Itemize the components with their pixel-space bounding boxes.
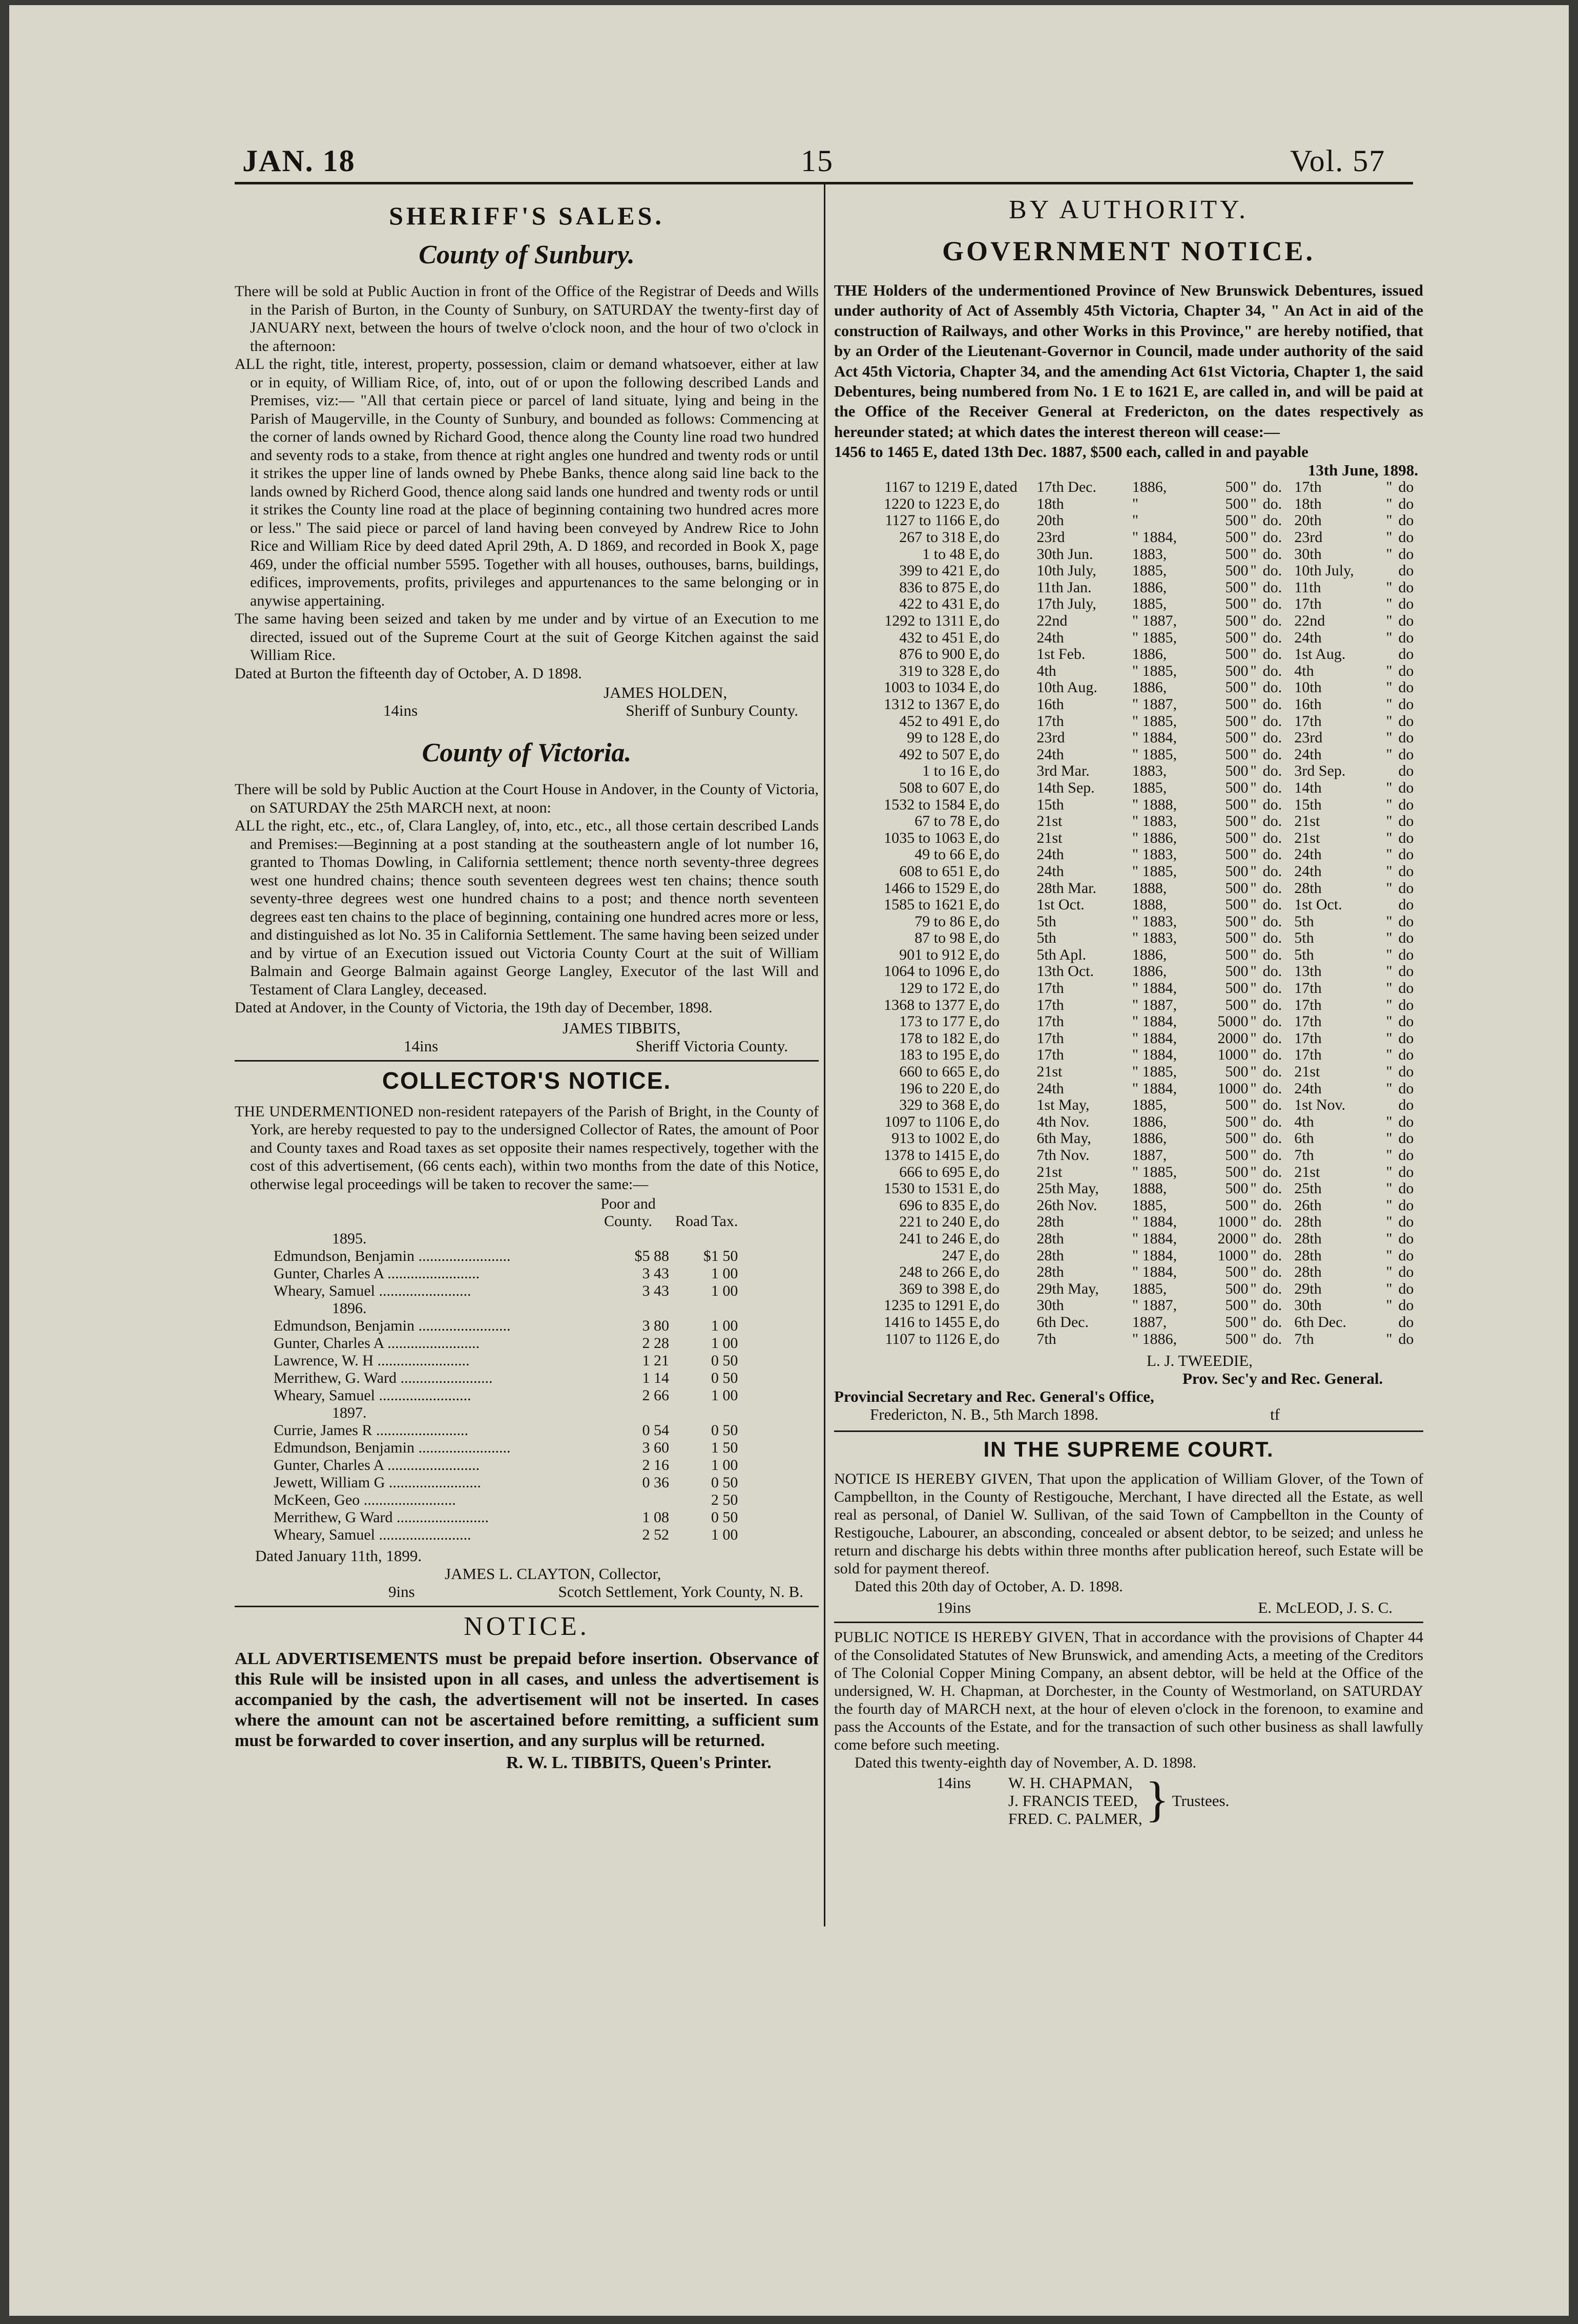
table-row: Jewett, William G ........................ 0 36 0 50 [274,1474,738,1491]
government-notice-text: THE Holders of the undermentioned Province of New Brunswick Debentures, issued under authority of Act of Assembly 45th Victoria, Chapter 34, " An Act in aid of the construction of Railways, and other Works in this Province," are hereby notified, that by an Order of the Lieutenant-Governor in Council, made under authority of the said Act 45th Victoria, Chapter 34, and the amending Act 61st Victoria, Chapter 1, the said Debentures, being numbered from No. 1 E to 1621 E, are called in, and will be paid at the Office of the Receiver General at Fredericton, on the dates respectively as hereunder stated; at which dates the interest thereon will cease:— [834,281,1423,441]
table-row: 1220 to 1223 E, do 18th " 500 " do. 18th " do [884,495,1414,512]
victoria-dated: Dated at Andover, in the County of Victoria, the 19th day of December, 1898. [235,999,713,1016]
table-row: 422 to 431 E, do 17th July, 1885, 500 " do. 17th " do [899,595,1414,613]
sheriff-sales-title: SHERIFF'S SALES. [389,201,665,230]
government-office: Provincial Secretary and Rec. General's Office, [834,1387,1154,1406]
volume-number: Vol. 57 [1290,144,1386,178]
government-line-1: 1456 to 1465 E, dated 13th Dec. 1887, $500 each, called in and payable [834,443,1309,461]
table-row: 901 to 912 E, do 5th Apl. 1886, 500 " do. 5th " do [899,946,1414,963]
supreme-rule [834,1430,1423,1432]
tweedie-name: L. J. TWEEDIE, [1147,1352,1253,1370]
table-row: Gunter, Charles A ........................ 2 28 1 00 [274,1335,738,1352]
government-tf: tf [1270,1405,1280,1424]
collector-rule [235,1060,819,1062]
table-row: Merrithew, G. Ward ........................ 1 14 0 50 [274,1370,738,1386]
table-row: 1466 to 1529 E, do 28th Mar. 1888, 500 " do. 28th " do [884,879,1414,897]
victoria-heading: County of Victoria. [422,738,632,767]
table-row: 1312 to 1367 E, do 16th " 1887, 500 " do. 16th " do [884,695,1414,713]
table-row: 241 to 246 E, do 28th " 1884, 2000 " do. 28th " do [899,1230,1414,1247]
table-row: 49 to 66 E, do 24th " 1883, 500 " do. 24th " do [915,846,1414,863]
table-row: 1416 to 1455 E, do 6th Dec. 1887, 500 " do. 6th Dec. do [884,1313,1414,1331]
victoria-paragraph-2: ALL the right, etc., etc., of, Clara Langley, of, into, etc., etc., all those certain described Lands and Premises:—Beginning at a post standing at the southeastern angle of lot number 16, granted to Thomas Dowling, in California settlement; thence north seventy-three degrees west one hundred chains; thence south seventeen degrees west ten chains; thence south seventy-three degrees west one hundred chains to a post; and thence north seventeen degrees east ten chains to the place of beginning, containing one hundred acres more or less, and distinguished as lot No. 35 in California Settlement. The same having been seized under and by virtue of an Execution issued out Victoria County Court at the suit of William Balmain and George Balmain against George Langley, Executor of the last Will and Testament of Clara Langley, deceased. [235,817,819,998]
issue-date: JAN. 18 [242,144,356,178]
table-row: 1167 to 1219 E, dated 17th Dec. 1886, 500 " do. 17th " do [884,479,1414,496]
table-row: 399 to 421 E, do 10th July, 1885, 500 " do. 10th July, do [899,562,1414,579]
page-number: 15 [801,144,834,178]
table-row: 1097 to 1106 E, do 4th Nov. 1886, 500 " do. 4th " do [884,1113,1414,1130]
public-notice [834,1628,1423,1772]
collector-dated: Dated January 11th, 1899. [255,1547,422,1565]
sunbury-sheriff-name: JAMES HOLDEN, [604,683,728,701]
collector-place: Scotch Settlement, York County, N. B. [558,1583,803,1601]
notice-title: NOTICE. [464,1612,590,1641]
table-row: 1378 to 1415 E, do 7th Nov. 1887, 500 " do. 7th " do [884,1147,1414,1164]
supreme-court-signature [834,1599,1423,1616]
table-row: 1292 to 1311 E, do 22nd " 1887, 500 " do. 22nd " do [884,612,1414,629]
queens-printer-signature: R. W. L. TIBBITS, Queen's Printer. [506,1753,772,1772]
table-row: 173 to 177 E, do 17th " 1884, 5000 " do. 17th " do [899,1013,1414,1030]
collector-name: JAMES L. CLAYTON, Collector, [445,1565,661,1583]
advertisements-notice: ALL ADVERTISEMENTS must be prepaid before insertion. Observance of this Rule will be insisted upon in all cases, and unless the advertisement is accompanied by the cash, the advertisement will not be inserted. In cases where the amount can not be ascertained before remitting, a sufficient sum must be forwarded to cover insertion, and any surplus will be returned. [235,1649,819,1750]
supreme-court-dated: Dated this 20th day of October, A. D. 1898. [855,1578,1123,1595]
year-1896: 1896. [332,1300,367,1317]
table-row: 99 to 128 E, do 23rd " 1884, 500 " do. 23rd " do [907,729,1414,746]
table-row: 319 to 328 E, do 4th " 1885, 500 " do. 4th " do [899,662,1414,679]
government-place-date: Fredericton, N. B., 5th March 1898. [870,1405,1098,1424]
table-row: 836 to 875 E, do 11th Jan. 1886, 500 " do. 11th " do [899,578,1414,596]
table-row: 329 to 368 E, do 1st May, 1885, 500 " do. 1st Nov. do [899,1096,1414,1114]
table-row: 1585 to 1621 E, do 1st Oct. 1888, 500 " do. 1st Oct. do [884,896,1414,914]
table-row: Currie, James R ........................ 0 54 0 50 [274,1422,738,1439]
table-row: 248 to 266 E, do 28th " 1884, 500 " do. 28th " do [899,1263,1414,1281]
collector-table [271,1195,741,1544]
table-row: 660 to 665 E, do 21st " 1885, 500 " do. 21st " do [899,1063,1414,1081]
table-row: Merrithew, G Ward ........................ 1 08 0 50 [274,1509,738,1526]
victoria-notice [235,780,819,1017]
victoria-signature [235,1019,819,1055]
by-authority: BY AUTHORITY. [1008,195,1249,224]
public-notice-text: PUBLIC NOTICE IS HEREBY GIVEN, That in accordance with the provisions of Chapter 44 of the Consolidated Statutes of New Brunswick, and amending Acts, a meeting of the Creditors of The Colonial Copper Mining Company, an absent debtor, will be held at the Office of the undersigned, W. H. Chapman, at Dorchester, in the County of Westmorland, on SATURDAY the fourth day of MARCH next, at the hour of eleven o'clock in the forenoon, to examine and pass the Accounts of the Estate, and for the transaction of such other business as shall lawfully come before such meeting. [834,1629,1423,1754]
tweedie-title: Prov. Sec'y and Rec. General. [1182,1370,1383,1388]
table-row: 1127 to 1166 E, do 20th " 500 " do. 20th " do [885,512,1414,529]
table-row: 1035 to 1063 E, do 21st " 1886, 500 " do. 21st " do [884,829,1414,846]
sunbury-heading: County of Sunbury. [419,240,635,269]
table-row: 267 to 318 E, do 23rd " 1884, 500 " do. 23rd " do [899,529,1414,546]
table-row: Wheary, Samuel ........................ 2 66 1 00 [274,1387,738,1404]
column-road-tax: Road Tax. [675,1213,738,1230]
table-row: Gunter, Charles A ........................ 2 16 1 00 [274,1457,738,1474]
supreme-court-text: NOTICE IS HEREBY GIVEN, That upon the application of William Glover, of the Town of Campbellton, in the County of Restigouche, Merchant, I have directed all the Estate, as well real as personal, of Daniel W. Sullivan, of the said Town of Campbellton in the County of Restigouche, Labourer, an absconding, concealed or absent debtor, to be seized; and unless he return and discharge his debts within three months after publication hereof, such Estate will be sold for payment thereof. [834,1470,1423,1578]
sunbury-notice [235,282,819,682]
table-row: 696 to 835 E, do 26th Nov. 1885, 500 " do. 26th " do [899,1196,1414,1214]
victoria-insertions: 14ins [404,1036,439,1055]
trustees-brace: } [1145,1772,1169,1827]
table-row: 196 to 220 E, do 24th " 1884, 1000 " do. 24th " do [899,1080,1414,1097]
table-row: 1 to 48 E, do 30th Jun. 1883, 500 " do. 30th " do [922,545,1414,563]
table-row: 452 to 491 E, do 17th " 1885, 500 " do. 17th " do [899,712,1414,730]
table-row: 79 to 86 E, do 5th " 1883, 500 " do. 5th " do [915,912,1414,930]
collector-insertions: 9ins [388,1583,415,1601]
table-row: Wheary, Samuel ........................ 3 43 1 00 [274,1282,738,1299]
table-row: 67 to 78 E, do 21st " 1883, 500 " do. 21st " do [915,813,1414,830]
collector-intro [235,1103,819,1194]
table-row: 1530 to 1531 E, do 25th May, 1888, 500 " do. 25th " do [884,1180,1414,1197]
trustee-name: FRED. C. PALMER, [1008,1810,1143,1828]
table-row: 1107 to 1126 E, do 7th " 1886, 500 " do. 7th " do [885,1330,1414,1347]
mcleod-signature: E. McLEOD, J. S. C. [1258,1599,1393,1617]
year-1897: 1897. [332,1404,367,1421]
table-row: 178 to 182 E, do 17th " 1884, 2000 " do. 17th " do [899,1029,1414,1047]
table-row: Edmundson, Benjamin ........................ 3 60 1 50 [274,1439,738,1456]
supreme-court-notice [834,1470,1423,1595]
victoria-sheriff-office: Sheriff Victoria County. [635,1036,788,1055]
government-signature [834,1352,1423,1423]
table-row: 508 to 607 E, do 14th Sep. 1885, 500 " do. 14th " do [899,779,1414,796]
left-column [235,195,819,1773]
public-notice-dated: Dated this twenty-eighth day of November, A. D. 1898. [855,1754,1197,1772]
sunbury-paragraph-2: ALL the right, title, interest, property, possession, claim or demand whatsoever, either at law or in equity, of William Rice, of, into, out of or upon the following described Lands and Premises, viz:— "All that certain piece or parcel of land situate, lying and being in the Parish of Maugerville, in the County of Sunbury, and bounded as follows: Commencing at the corner of lands owned by Richard Good, thence along the County line road two hundred and seventy rods to a stake, from thence at right angles one hundred and twenty rods or until it strikes the upper line of lands owned by Phebe Banks, thence along said line back to the lands owned by Richerd Good, thence along said lands one hundred and twenty rods or until it strikes the County line road at the place of beginning containing two hundred acres more or less." The said piece or parcel of land having been conveyed by Andrew Rice to John Rice and William Rice by deed dated April 29th, A. D 1869, and recorded in Book X, page 469, under the official number 5595. Together with all houses, outhouses, barns, buildings, edifices, improvements, profits, privileges and appurtenances to the same belonging or in anywise appertaining. [235,356,819,609]
table-row: 369 to 398 E, do 29th May, 1885, 500 " do. 29th " do [899,1280,1414,1297]
column-rule [824,184,825,1926]
table-row: Edmundson, Benjamin ........................ $5 88 $1 50 [274,1248,738,1264]
sunbury-sheriff-office: Sheriff of Sunbury County. [626,701,798,719]
table-row: 913 to 1002 E, do 6th May, 1886, 500 " do. 6th " do [891,1130,1414,1147]
table-row: 1 to 16 E, do 3rd Mar. 1883, 500 " do. 3rd Sep. do [922,762,1414,780]
table-row: 1064 to 1096 E, do 13th Oct. 1886, 500 " do. 13th " do [884,963,1414,980]
table-row: Wheary, Samuel ........................ 2 52 1 00 [274,1526,738,1543]
table-row: 876 to 900 E, do 1st Feb. 1886, 500 " do. 1st Aug. do [899,646,1414,663]
table-row: 492 to 507 E, do 24th " 1885, 500 " do. 24th " do [899,745,1414,763]
supreme-court-title: IN THE SUPREME COURT. [983,1437,1274,1462]
trustees-label: Trustees. [1172,1792,1230,1810]
right-column [834,195,1423,1828]
victoria-sheriff-name: JAMES TIBBITS, [563,1019,681,1037]
table-row: 1235 to 1291 E, do 30th " 1887, 500 " do. 30th " do [884,1297,1414,1314]
gazette-page [9,5,1569,2316]
government-notice-title: GOVERNMENT NOTICE. [942,236,1316,266]
sunbury-insertions: 14ins [383,701,418,719]
table-row: Edmundson, Benjamin ........................ 3 80 1 00 [274,1317,738,1334]
public-rule [834,1622,1423,1623]
table-row: 432 to 451 E, do 24th " 1885, 500 " do. 24th " do [899,629,1414,646]
column-poor-county: Poor and County. [600,1195,656,1230]
trustees-signature [834,1774,1423,1828]
table-row: 1532 to 1584 E, do 15th " 1888, 500 " do. 15th " do [884,796,1414,813]
government-line-2: 13th June, 1898. [1307,461,1418,480]
year-1895: 1895. [332,1230,367,1247]
sunbury-signature [235,683,819,719]
table-row: 221 to 240 E, do 28th " 1884, 1000 " do. 28th " do [899,1213,1414,1231]
victoria-paragraph-1: There will be sold by Public Auction at the Court House in Andover, in the County of Victoria, on SATURDAY the 25th MARCH next, at noon: [235,781,819,816]
sunbury-paragraph-3: The same having been seized and taken by me under and by virtue of an Execution to me directed, issued out of the Supreme Court at the suit of George Kitchen against the said William Rice. [235,610,819,663]
trustee-name: J. FRANCIS TEED, [1008,1792,1138,1810]
sunbury-dated: Dated at Burton the fifteenth day of October, A. D 1898. [235,665,582,682]
supreme-court-insertions: 19ins [937,1599,971,1617]
table-row: 183 to 195 E, do 17th " 1884, 1000 " do. 17th " do [899,1046,1414,1064]
table-row: McKeen, Geo ........................ 2 50 [274,1491,738,1508]
table-row: 87 to 98 E, do 5th " 1883, 500 " do. 5th " do [915,929,1414,947]
notice-rule [235,1606,819,1607]
table-row: 129 to 172 E, do 17th " 1884, 500 " do. 17th " do [899,980,1414,997]
table-row: 247 E, do 28th " 1884, 1000 " do. 28th " do [942,1247,1414,1264]
table-row: 666 to 695 E, do 21st " 1885, 500 " do. 21st " do [899,1163,1414,1180]
sunbury-paragraph-1: There will be sold at Public Auction in front of the Office of the Registrar of Deeds and Wills in the Parish of Burton, in the County of Sunbury, on SATURDAY the twenty-first day of JANUARY next, between the hours of twelve o'clock noon, and the hour of two o'clock in the afternoon: [235,283,819,355]
trustee-name: W. H. CHAPMAN, [1008,1774,1133,1792]
public-notice-insertions: 14ins [937,1774,971,1792]
collector-notice-title: COLLECTOR'S NOTICE. [382,1067,672,1094]
table-row: 608 to 651 E, do 24th " 1885, 500 " do. 24th " do [899,862,1414,880]
table-row: 1003 to 1034 E, do 10th Aug. 1886, 500 " do. 10th " do [884,679,1414,696]
table-row: Lawrence, W. H ........................ 1 21 0 50 [274,1352,738,1369]
table-row: Gunter, Charles A ........................ 3 43 1 00 [274,1265,738,1282]
table-row: 1368 to 1377 E, do 17th " 1887, 500 " do. 17th " do [884,996,1414,1013]
debenture-table [834,479,1423,1347]
collector-signature [235,1547,819,1601]
collector-intro-text: THE UNDERMENTIONED non-resident ratepayers of the Parish of Bright, in the County of York, are hereby requested to pay to the undersigned Collector of Rates, the amount of Poor and County taxes and Road taxes as set opposite their names respectively, together with the cost of this advertisement, (66 cents each), within two months from the date of this Notice, otherwise legal proceedings will be taken to recover the same:— [235,1103,819,1193]
